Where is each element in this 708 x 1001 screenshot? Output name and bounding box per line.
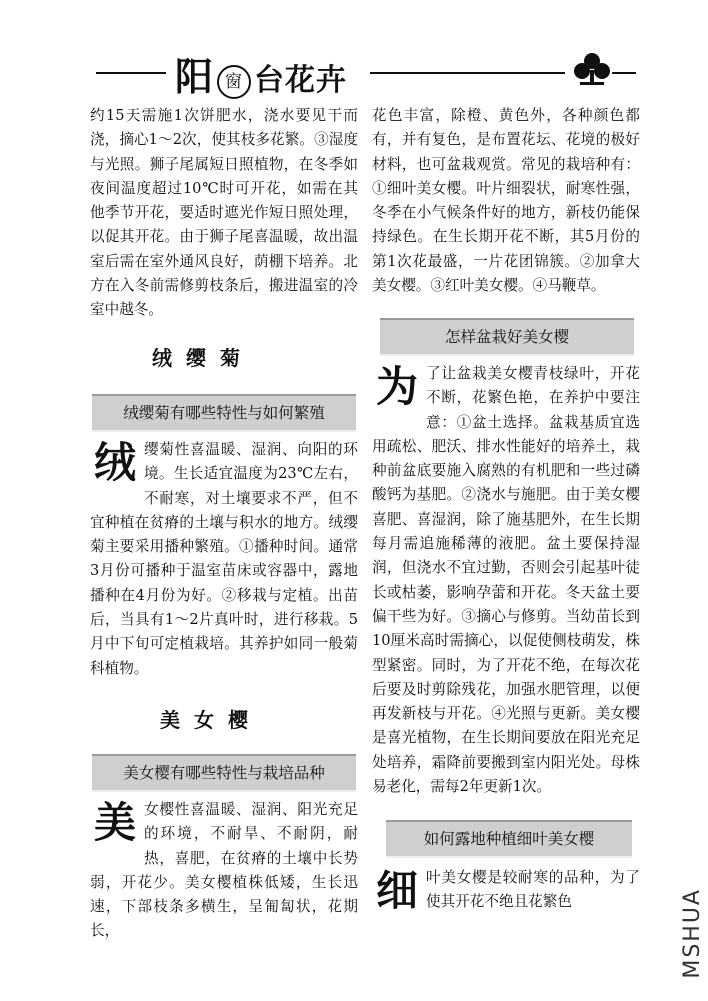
dropcap-rong: 绒 [93, 438, 136, 487]
header-rule-right [370, 72, 565, 74]
meinvying-section [90, 798, 358, 944]
dropcap-xi: 细 [375, 866, 418, 915]
dropcap-wei: 为 [375, 362, 418, 411]
right-column [372, 104, 640, 298]
club-flower-icon [572, 50, 612, 88]
rongyingju-paragraph [90, 438, 358, 681]
meinvying-paragraph [90, 798, 358, 944]
header-rule-far-right [612, 72, 636, 74]
meinvying-text: 女樱性喜温暖、湿润、阳光充足的环境，不耐旱、不耐阴，耐热，喜肥，在贫瘠的土壤中长势弱，开花少。美女樱植株低矮，生长迅速，下部枝条多横生，呈匍匐状，花期长， [90, 801, 358, 940]
potted-section [372, 362, 640, 799]
banner-outdoor-planting: 如何露地种植细叶美女樱 [386, 820, 632, 858]
header-title [175, 46, 347, 101]
potted-text: 了让盆栽美女樱青枝绿叶，开花不断，花繁色艳，在养护中要注意：①盆土选择。盆栽基质宜选用疏松、肥沃、排水性能好的培养土，栽种前盆底要施入腐熟的有机肥和一些过磷酸钙为基肥。②浇水与施肥。由于美女樱喜肥、喜湿润，除了施基肥外，在生长期每月需追施稀薄的液肥。盆土要保持湿润，但浇水不宜过勤，否则会引起基叶徒长或枯萎，影响孕蕾和开花。冬天盆土要偏干些为好。③摘心与修剪。当幼苗长到10厘米高时需摘心，以促使侧枝萌发，株型紧密。同时，为了开花不绝，在每次花后要及时剪除残花，加强水肥管理，以便再发新枝与开花。④光照与更新。美女樱是喜光植物，在生长期间要放在阳光充足处培养，霜降前要搬到室内阳光处。母株易老化，需每2年更新1次。 [372, 365, 640, 796]
header-title-circle: 窗 [217, 65, 251, 99]
outdoor-section [372, 866, 640, 916]
dropcap-mei: 美 [93, 798, 136, 847]
header-rule-left [96, 72, 166, 74]
banner-meinvying-traits: 美女樱有哪些特性与栽培品种 [92, 754, 356, 792]
section-title-meinvying: 美女樱 [160, 708, 262, 732]
rongyingju-section [90, 438, 358, 681]
rongyingju-text: 缨菊性喜温暖、湿润、向阳的环境。生长适宜温度为23℃左右，不耐寒，对土壤要求不严，但不宜种植在贫瘠的土壤与积水的地方。绒缨菊主要采用播种繁殖。①播种时间。通常3月份可播种于温室苗床或容器中，露地播种在4月份为好。②移栽与定植。出苗后，当具有1～2片真叶时，进行移栽。5月中下旬可定植栽培。其养护如同一般菊科植物。 [90, 441, 358, 677]
outdoor-paragraph [372, 866, 640, 915]
left-intro-paragraph: 约15天需施1次饼肥水，浇水要见干而浇，摘心1～2次，使其枝多花繁。③湿度与光照。狮子尾属短日照植物，在冬季如夜间温度超过10℃时可开花，如需在其他季节开花，要适时遮光作短日照处理，以促其开花。由于狮子尾喜温暖，故出温室后需在室外通风良好，荫棚下培养。北方在入冬前需修剪枝条后，搬进温室的冷室中越冬。 [90, 107, 358, 319]
header-title-char: 阳 [175, 55, 215, 99]
watermark-text: MSHUA [680, 888, 705, 979]
potted-paragraph [372, 362, 640, 799]
banner-rongyingju: 绒缨菊有哪些特性与如何繁殖 [92, 394, 356, 432]
outdoor-text: 叶美女樱是较耐寒的品种，为了使其开花不绝且花繁色 [426, 869, 640, 911]
section-title-rongyingju: 绒缨菊 [152, 346, 254, 370]
banner-potted-meinvying: 怎样盆栽好美女樱 [380, 318, 634, 356]
header-title-rest: 台花卉 [254, 63, 348, 98]
left-column [90, 104, 358, 323]
right-intro-paragraph: 花色丰富，除橙、黄色外，各种颜色都有，并有复色，是布置花坛、花境的极好材料，也可盆栽观赏。常见的栽培种有：①细叶美女樱。叶片细裂状，耐寒性强，冬季在小气候条件好的地方，新枝仍能保持绿色。在生长期开花不断，其5月份的第1次花最盛，一片花团锦簇。②加拿大美女樱。③红叶美女樱。④马鞭草。 [372, 107, 640, 295]
